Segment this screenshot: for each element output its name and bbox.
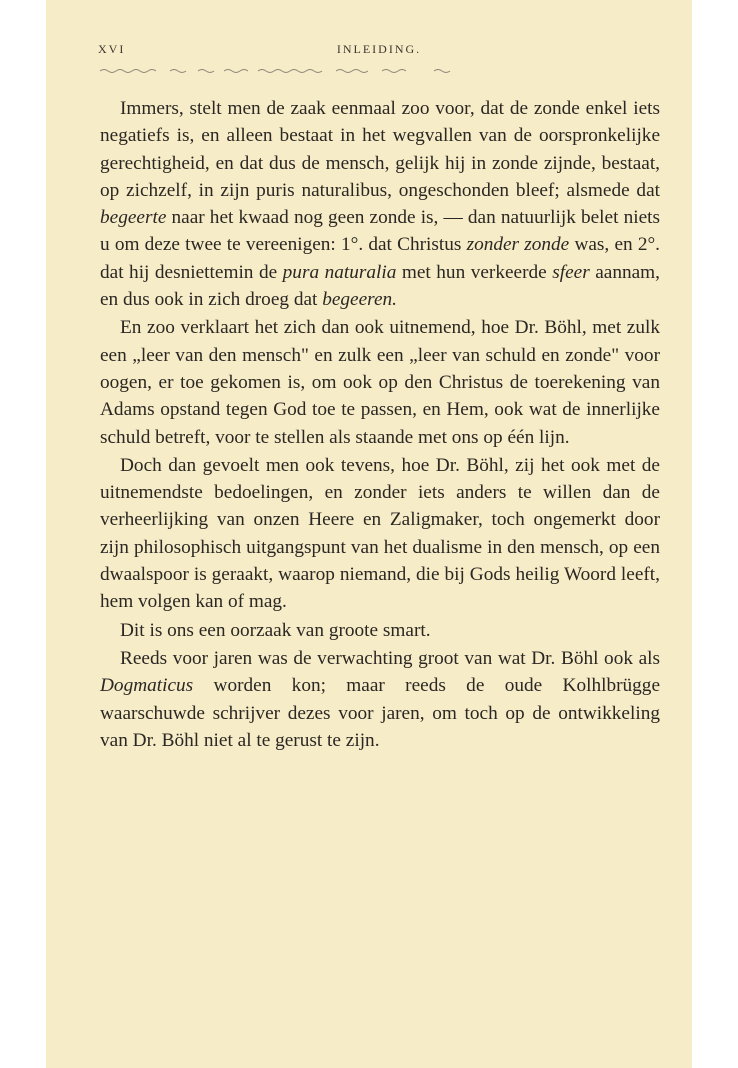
text-run: Dit is ons een oorzaak van groote smart.: [120, 619, 431, 641]
text-run: naar het kwaad nog geen zonde is, — dan natuurlijk belet niets u om deze twee te vereenigen: 1°. dat Christus: [100, 207, 660, 256]
paragraph: [100, 645, 660, 754]
running-title: INLEIDING.: [336, 42, 422, 56]
italic-text: zonder zonde: [466, 234, 570, 256]
text-run: Reeds voor jaren was de verwachting groot van wat Dr. Böhl ook als: [120, 647, 660, 669]
text-run: Doch dan gevoelt men ook tevens, hoe Dr. Böhl, zij het ook met de uitnemendste bedoelingen, en zonder iets anders te willen dan de verheerlijking van onzen Heere en Zaligmaker, toch ongemerkt door zijn philosophisch uitgangspunt van het dualisme in den mensch, op een dwaalspoor is geraakt, waarop niemand, die bij Gods heilig Woord leeft, hem volgen kan of mag.: [100, 454, 660, 613]
text-run: En zoo verklaart het zich dan ook uitnemend, hoe Dr. Böhl, met zulk een „leer van den mensch" en zulk een „leer van schuld en zonde" voor oogen, er toe gekomen is, om ook op den Christus de toerekening van Adams opstand tegen God toe te passen, en Hem, ook wat de innerlijke schuld betreft, voor te stellen als staande met ons op één lijn.: [100, 317, 660, 448]
paragraph: [100, 617, 660, 644]
text-run: Immers, stelt men de zaak eenmaal zoo voor, dat de zonde enkel iets negatiefs is, en alleen bestaat in het wegvallen van de oorspronkelijke gerechtigheid, en dat dus de mensch, gelijk hij in zonde zijnde, bestaat, op zichzelf, in zijn puris naturalibus, ongeschonden bleef; alsmede dat: [100, 98, 660, 201]
header-rule: [98, 66, 660, 76]
italic-text: begeeren.: [322, 289, 397, 311]
paragraph: [100, 314, 660, 450]
text-run: worden kon; maar reeds de oude Kolhlbrügge waarschuwde schrijver dezes voor jaren, om toch op de ontwikkeling van Dr. Böhl niet al te gerust te zijn.: [100, 675, 660, 751]
italic-text: sfeer: [552, 261, 590, 283]
running-header: [98, 42, 660, 62]
paragraph: [100, 95, 660, 313]
page-number: XVI: [98, 42, 126, 56]
text-run: met hun verkeerde: [396, 261, 553, 283]
body-text: [100, 95, 660, 754]
text-run: aannam, en dus ook in zich droeg dat: [100, 261, 660, 311]
italic-text: pura naturalia: [282, 261, 397, 283]
italic-text: Dogmaticus: [100, 675, 194, 697]
book-page: [46, 0, 692, 1068]
text-run: was, en 2°. dat hij desniettemin de: [100, 234, 661, 283]
italic-text: begeerte: [100, 207, 167, 229]
paragraph: [100, 452, 660, 616]
